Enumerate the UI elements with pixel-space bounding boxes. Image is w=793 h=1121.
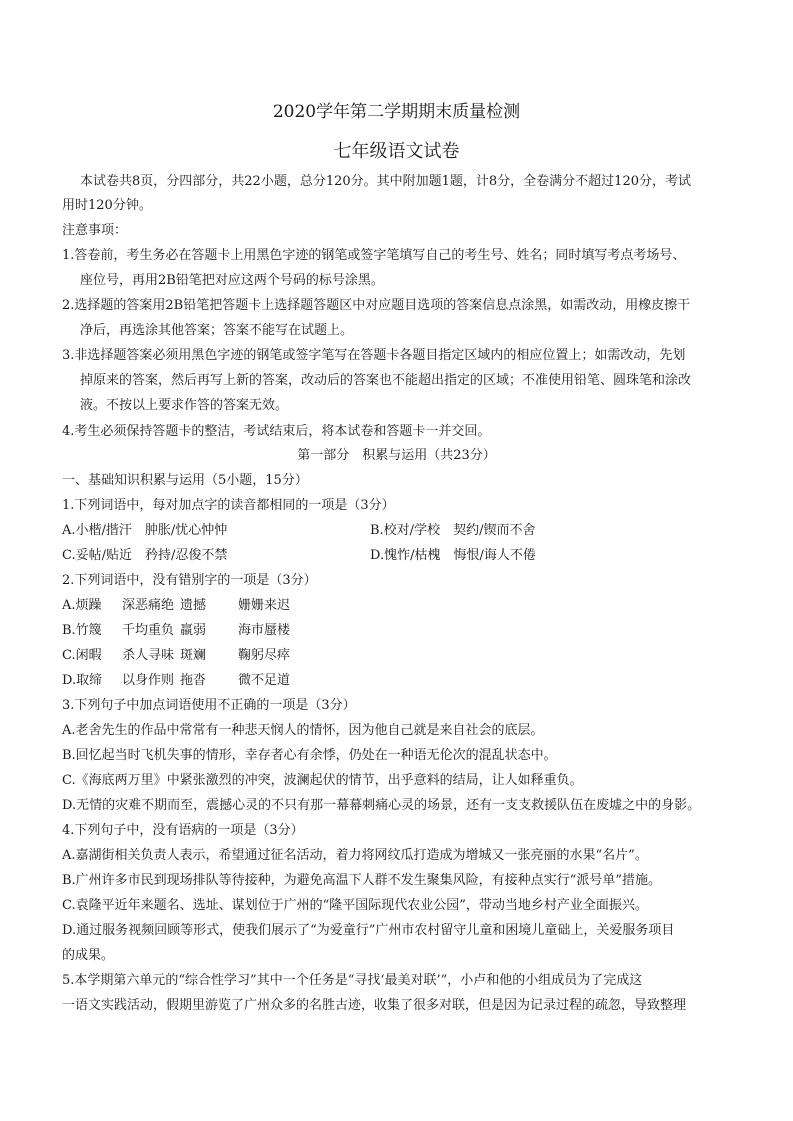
q3-option-c: C.《海底两万里》中紧张激烈的冲突，波澜起伏的情节，出乎意料的结局，让人如释重负。 bbox=[62, 773, 583, 788]
q1-stem: 1.下列词语中，每对加点字的读音都相同的一项是（3分） bbox=[62, 498, 395, 513]
part1-heading: 第一部分 积累与运用（共23分） bbox=[297, 448, 496, 463]
intro-line-1: 本试卷共8页，分四部分，共22小题，总分120分。其中附加题1题，计8分，全卷满分不超过120分，考试 bbox=[80, 174, 691, 189]
q2-d-word-3: 拖沓 bbox=[180, 673, 207, 688]
q3-option-b: B.回忆起当时飞机失事的情形，幸存者心有余悸，仍处在一种语无伦次的混乱状态中。 bbox=[62, 748, 557, 763]
q2-a-word-3: 遗撼 bbox=[180, 598, 207, 613]
q1-option-b: B.校对/学校 契约/锲而不舍 bbox=[370, 523, 536, 538]
note-4: 4.考生必须保持答题卡的整洁，考试结束后，将本试卷和答题卡一并交回。 bbox=[62, 424, 491, 439]
q4-option-c: C.袁隆平近年来题名、选址、谋划位于广州的“隆平国际现代农业公园”，带动当地乡村产业全面振兴。 bbox=[62, 898, 648, 913]
note-3-line-2: 掉原来的答案，然后再写上新的答案，改动后的答案也不能超出指定的区域；不准使用铅笔、圆珠笔和涂改 bbox=[80, 373, 692, 388]
q2-option-c bbox=[62, 646, 742, 666]
note-2-line-1: 2.选择题的答案用2B铅笔把答题卡上选择题答题区中对应题目选项的答案信息点涂黑，如需改动，用橡皮擦干 bbox=[62, 298, 691, 313]
q2-option-a bbox=[62, 596, 742, 616]
note-1-line-1: 1.答卷前，考生务必在答题卡上用黑色字迹的钢笔或签字笔填写自己的考生号、姓名；同时填写考点考场号、 bbox=[62, 248, 686, 263]
q4-option-a: A.嘉湖街相关负责人表示，希望通过征名活动，着力将网纹瓜打造成为增城又一张亮丽的水果“名片”。 bbox=[62, 848, 648, 863]
q3-option-a: A.老舍先生的作品中常常有一种悲天悯人的情怀，因为他自己就是来自社会的底层。 bbox=[62, 723, 544, 738]
q2-c-word-3: 斑斓 bbox=[180, 648, 207, 663]
q2-option-d bbox=[62, 671, 742, 691]
q4-stem: 4.下列句子中，没有语病的一项是（3分） bbox=[62, 823, 304, 838]
q2-d-word-4: 微不足道 bbox=[238, 673, 291, 688]
note-3-line-3: 液。不按以上要求作答的答案无效。 bbox=[80, 398, 289, 413]
q2-b-word-2: 千均重负 bbox=[122, 623, 175, 638]
q2-a-word-2: 深恶痛绝 bbox=[122, 598, 175, 613]
q3-stem: 3.下列句子中加点词语使用不正确的一项是（3分） bbox=[62, 698, 356, 713]
q2-c-word-1: C.闲暇 bbox=[62, 648, 102, 663]
q2-a-word-1: A.烦躁 bbox=[62, 598, 102, 613]
q2-stem: 2.下列词语中，没有错别字的一项是（3分） bbox=[62, 573, 317, 588]
q1-options-row-2 bbox=[62, 546, 742, 566]
exam-title: 2020学年第二学期期末质量检测 bbox=[272, 102, 521, 122]
note-2-line-2: 净后，再选涂其他答案；答案不能写在试题上。 bbox=[80, 323, 354, 338]
q2-option-b bbox=[62, 621, 742, 641]
note-3-line-1: 3.非选择题答案必须用黑色字迹的钢笔或签字笔写在答题卡各题目指定区域内的相应位置上；如需改动，先划 bbox=[62, 348, 686, 363]
q5-line-2: 一语文实践活动，假期里游览了广州众多的名胜古迹，收集了很多对联，但是因为记录过程的疏忽，导致整理 bbox=[62, 998, 687, 1013]
q2-d-word-2: 以身作则 bbox=[122, 673, 175, 688]
q2-a-word-4: 姗姗来迟 bbox=[238, 598, 291, 613]
q2-b-word-3: 羸弱 bbox=[180, 623, 207, 638]
q1-option-c: C.妥帖/贴近 矜持/忍俊不禁 bbox=[62, 548, 228, 563]
q2-c-word-4: 鞠躬尽瘁 bbox=[238, 648, 291, 663]
q4-option-d-line-1: D.通过服务视频回顾等形式，使我们展示了“为爱童行”广州市农村留守儿童和困境儿童础上，关爱服务项目 bbox=[62, 923, 675, 938]
section-1-heading: 一、基础知识积累与运用（5小题，15分） bbox=[62, 473, 308, 488]
intro-line-2: 用时120分钟。 bbox=[62, 198, 152, 213]
q2-c-word-2: 杀人寻味 bbox=[122, 648, 175, 663]
q1-options-row-1 bbox=[62, 521, 742, 541]
q4-option-b: B.广州许多市民到现场排队等待接种，为避免高温下人群不发生聚集风险，有接种点实行“派号单”措施。 bbox=[62, 873, 661, 888]
q2-d-word-1: D.取缔 bbox=[62, 673, 103, 688]
q1-option-d: D.愧怍/枯槐 悔恨/诲人不倦 bbox=[370, 548, 536, 563]
q3-option-d: D.无情的灾难不期而至，震撼心灵的不只有那一幕幕刺痛心灵的场景，还有一支支救援队伍在废墟之中的身影。 bbox=[62, 798, 701, 813]
exam-subtitle: 七年级语文试卷 bbox=[333, 141, 460, 162]
notes-heading: 注意事项： bbox=[62, 223, 128, 238]
q4-option-d-line-2: 的成果。 bbox=[62, 948, 115, 963]
q5-line-1: 5.本学期第六单元的“综合性学习”其中一个任务是“寻找‘最美对联’”，小卢和他的小组成员为了完成这 bbox=[62, 973, 643, 988]
q2-b-word-4: 海市蜃楼 bbox=[238, 623, 291, 638]
q1-option-a: A.小楷/揩汗 肿胀/忧心忡忡 bbox=[62, 523, 228, 538]
q2-b-word-1: B.竹篾 bbox=[62, 623, 102, 638]
note-1-line-2: 座位号，再用2B铅笔把对应这两个号码的标号涂黑。 bbox=[80, 273, 384, 288]
